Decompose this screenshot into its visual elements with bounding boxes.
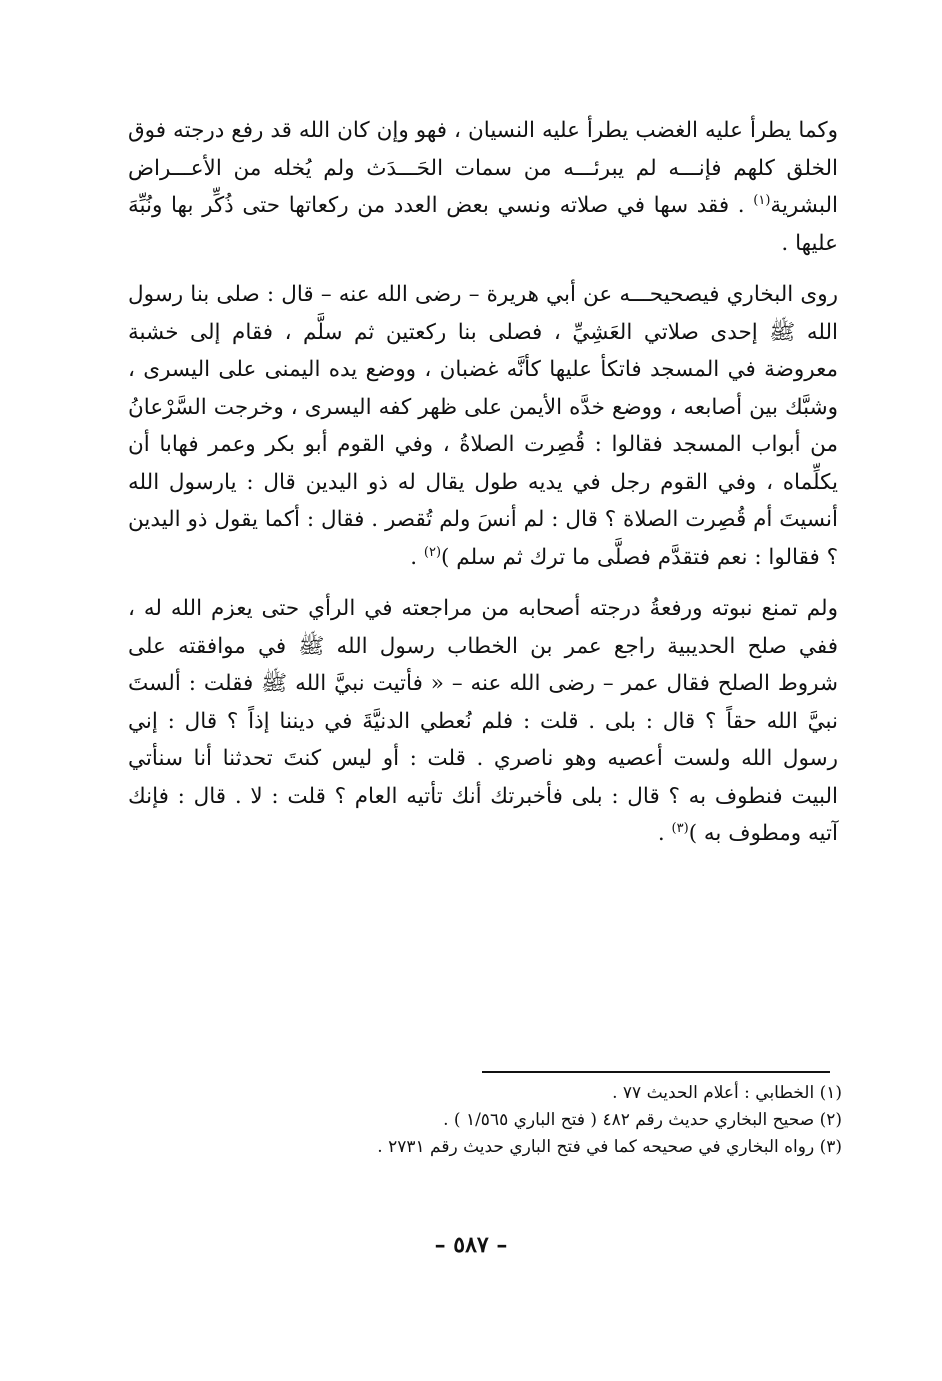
paragraph-1-text-after: . فقد سها في صلاته ونسي بعض العدد من ركعاتها حتى ذُكِّر بها ونُبِّهَ عليها . [128,193,838,256]
paragraph-1 [128,112,838,262]
paragraph-3-text: ولم تمنع نبوته ورفعةُ درجته أصحابه من مراجعته في الرأي حتى يعزم الله له ، ففي صلح الحديبية راجع عمر بن الخطاب رسول الله ﷺ في موافقته على شروط الصلح فقال عمر – رضى الله عنه – « فأتيت نبيَّ الله ﷺ فقلت : ألستَ نبيَّ الله حقاً ؟ قال : بلى . قلت : فلم نُعطي الدنيَّةَ في ديننا إذاً ؟ قال : إني رسول الله ولست أعصيه وهو ناصري . قلت : أو ليس كنتَ تحدثنا أنا سنأتي البيت فنطوف به ؟ قال : بلى فأخبرتك أنك تأتيه العام ؟ قلت : لا . قال : فإنك آتيه ومطوف به ) [128,596,838,846]
paragraph-3-text-after: . [657,821,672,846]
footnote-ref-2[interactable]: (٢) [423,544,442,560]
page-number: – ٥٨٧ – [434,1232,508,1258]
paragraph-2 [128,276,838,576]
footnote-2: (٢) صحيح البخاري حديث رقم ٤٨٢ ( فتح الباري ١/٥٦٥ ) . [443,1110,842,1130]
footnote-ref-1[interactable]: (١) [753,192,771,208]
paragraph-3 [128,590,838,853]
footnote-divider [482,1071,830,1073]
footnote-1: (١) الخطابي : أعلام الحديث ٧٧ . [612,1083,842,1103]
footnote-ref-3[interactable]: (٣) [671,820,689,836]
main-text [128,112,838,867]
footnote-3: (٣) رواه البخاري في صحيحه كما في فتح الباري حديث رقم ٢٧٣١ . [377,1137,842,1157]
paragraph-2-text: روى البخاري فيصحيحـــه عن أبي هريرة – رضى الله عنه – قال : صلى بنا رسول الله ﷺ إحدى صلاتي العَشِيِّ ، فصلى بنا ركعتين ثم سلَّم ، فقام إلى خشبة معروضة في المسجد فاتكأ عليها كأنَّه غضبان ، ووضع يده اليمنى على اليسرى ، وشبَّك بين أصابعه ، ووضع خدَّه الأيمن على ظهر كفه اليسرى ، وخرجت السَّرْعانُ من أبواب المسجد فقالوا : قُصِرت الصلاةُ ، وفي القوم أبو بكر وعمر فهابا أن يكلِّماه ، وفي القوم رجل في يديه طول يقال له ذو اليدين قال : يارسول الله أنسيتَ أم قُصِرت الصلاة ؟ قال : لم أنسَ ولم تُقصر . فقال : أكما يقول ذو اليدين ؟ فقالوا : نعم فتقدَّم فصلَّى ما ترك ثم سلم ) [128,282,838,570]
paragraph-2-text-after: . [410,544,424,570]
paragraph-1-text: وكما يطرأ عليه الغضب يطرأ عليه النسيان ، فهو وإن كان الله قد رفع درجته فوق الخلق كلهم فإنـــه لم يبرئـــه من سمات الحَـــدَث ولم يُخله من الأعـــراض البشرية [128,118,838,218]
footnotes [377,1080,842,1161]
